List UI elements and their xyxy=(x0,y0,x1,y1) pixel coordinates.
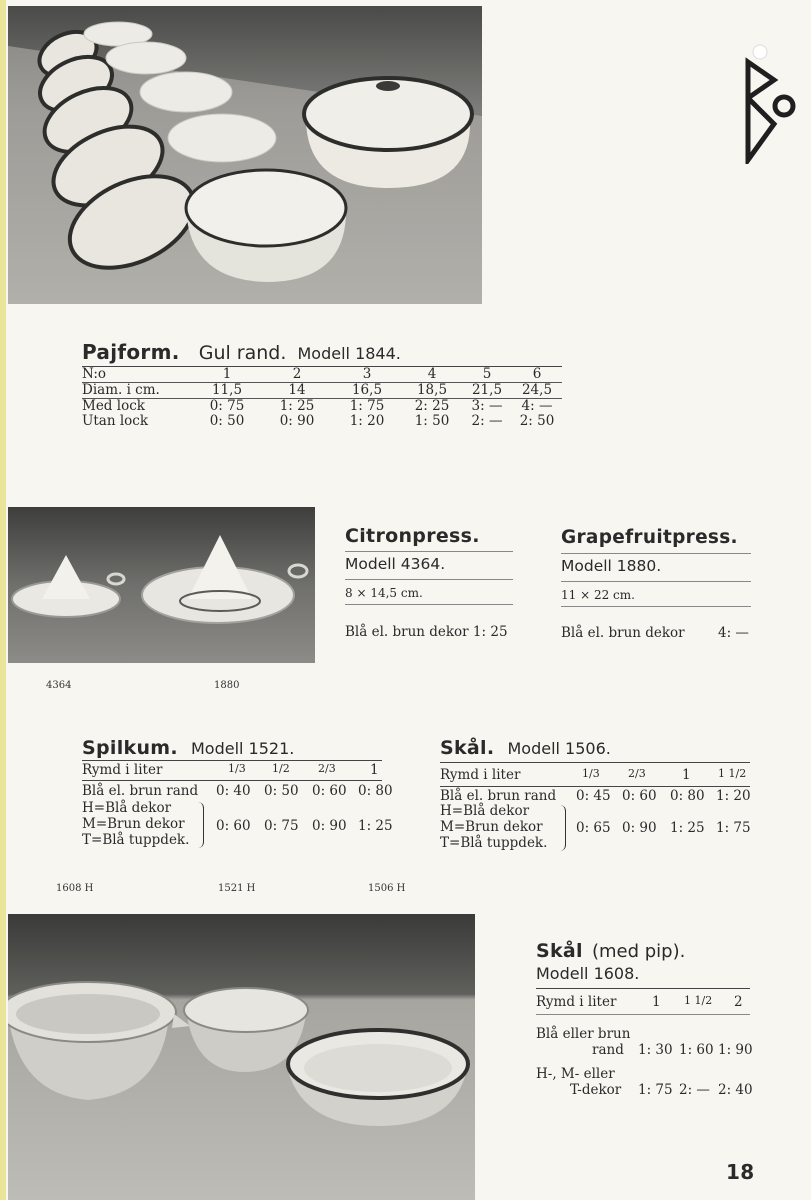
spilkum-row1-v3: 0: 60 xyxy=(312,783,347,799)
grapefruitpress-rule-2 xyxy=(561,581,751,582)
skal-row1-v3: 0: 80 xyxy=(670,788,705,804)
skalpip-row1-label-b: rand xyxy=(592,1042,624,1058)
skalpip-size-1: 1 xyxy=(652,994,661,1010)
skal-row1-v2: 0: 60 xyxy=(622,788,657,804)
cell: 2: 25 xyxy=(414,398,450,414)
caption-1880: 1880 xyxy=(214,680,240,691)
citronpress-rule-3 xyxy=(345,604,513,605)
skal-size-3: 1 xyxy=(682,767,691,783)
spilkum-group-v4: 1: 25 xyxy=(358,818,393,834)
table-row xyxy=(82,399,562,415)
caption-1608: 1608 H xyxy=(56,883,94,894)
logo-icon xyxy=(742,44,802,164)
spilkum-row1-v1: 0: 40 xyxy=(216,783,251,799)
cell: 14 xyxy=(288,382,306,398)
skalpip-header-label: Rymd i liter xyxy=(536,994,617,1010)
bowls-photo xyxy=(8,914,475,1200)
row-label: Med lock xyxy=(82,398,145,414)
skal-brace xyxy=(560,805,566,851)
spilkum-heading xyxy=(82,737,294,759)
pajform-title: Pajform. xyxy=(82,340,180,364)
cell: 21,5 xyxy=(471,382,503,398)
citronpress-model: Modell 4364. xyxy=(345,555,446,573)
spilkum-size-3: 2/3 xyxy=(318,762,336,775)
spilkum-group-v2: 0: 75 xyxy=(264,818,299,834)
spilkum-title: Spilkum. xyxy=(82,737,178,759)
grapefruitpress-size: 11 × 22 cm. xyxy=(561,588,635,602)
cell: 5 xyxy=(482,366,492,382)
skal-group-label-2: M=Brun dekor xyxy=(440,819,543,835)
grapefruitpress-price: 4: — xyxy=(718,625,749,641)
skal-model: Modell 1506. xyxy=(507,739,611,758)
spilkum-group-label-1: H=Blå dekor xyxy=(82,800,172,816)
skalpip-title: Skål xyxy=(536,940,583,962)
skalpip-row2-label-b: T-dekor xyxy=(570,1082,622,1098)
spilkum-model: Modell 1521. xyxy=(190,739,295,758)
spilkum-group-v1: 0: 60 xyxy=(216,818,251,834)
skalpip-row2-v2: 2: — xyxy=(679,1082,710,1098)
cell: 11,5 xyxy=(211,382,243,398)
spilkum-header-label: Rymd i liter xyxy=(82,762,163,778)
skal-group-v2: 0: 90 xyxy=(622,820,657,836)
table-row xyxy=(82,367,562,383)
cell: 2: — xyxy=(471,413,503,429)
skal-size-4: 1 1/2 xyxy=(718,767,747,780)
skalpip-row2-label-a: H-, M- eller xyxy=(536,1066,615,1082)
skal-group-v1: 0: 65 xyxy=(576,820,611,836)
citronpress-price: Blå el. brun dekor 1: 25 xyxy=(345,624,508,640)
spilkum-group-label-3: T=Blå tuppdek. xyxy=(82,832,190,848)
skalpip-rule-1 xyxy=(536,988,750,989)
skal-group-label-3: T=Blå tuppdek. xyxy=(440,835,548,851)
skal-group-v3: 1: 25 xyxy=(670,820,705,836)
cell: 1: 20 xyxy=(349,413,385,429)
skal-row1-v4: 1: 20 xyxy=(716,788,751,804)
grapefruitpress-title: Grapefruitpress. xyxy=(561,527,738,548)
cell: 2: 50 xyxy=(519,413,555,429)
row-label: Diam. i cm. xyxy=(82,382,160,398)
cell: 4: — xyxy=(521,398,553,414)
cell: 3 xyxy=(362,366,372,382)
skal-group-label-1: H=Blå dekor xyxy=(440,803,530,819)
cell: 3: — xyxy=(471,398,503,414)
pie-dishes-photo xyxy=(8,6,482,304)
skalpip-rule-2 xyxy=(536,1014,750,1015)
skal-title: Skål. xyxy=(440,737,495,759)
citronpress-rule-1 xyxy=(345,551,513,552)
cell: 0: 90 xyxy=(279,413,315,429)
skalpip-row2-v1: 1: 75 xyxy=(638,1082,673,1098)
cell: 1: 75 xyxy=(349,398,385,414)
caption-4364: 4364 xyxy=(46,680,72,691)
spilkum-group-label-2: M=Brun dekor xyxy=(82,816,185,832)
grapefruitpress-price-label: Blå el. brun dekor xyxy=(561,625,685,641)
skal-heading xyxy=(440,737,611,759)
row-label: Utan lock xyxy=(82,413,149,429)
spilkum-rule-1 xyxy=(82,760,382,761)
skalpip-heading xyxy=(536,940,685,962)
spilkum-row1-v4: 0: 80 xyxy=(358,783,393,799)
skal-size-1: 1/3 xyxy=(582,767,600,780)
skalpip-subtitle: (med pip). xyxy=(591,941,686,962)
skalpip-row1-label-a: Blå eller brun xyxy=(536,1026,631,1042)
skalpip-row1-v3: 1: 90 xyxy=(718,1042,753,1058)
skal-rule-2 xyxy=(440,786,750,787)
cell: 16,5 xyxy=(351,382,383,398)
page-edge xyxy=(0,0,6,1200)
spilkum-size-1: 1/3 xyxy=(228,762,246,775)
cell: 4 xyxy=(427,366,437,382)
spilkum-brace xyxy=(198,802,204,848)
skalpip-row1-v2: 1: 60 xyxy=(679,1042,714,1058)
page-number: 18 xyxy=(726,1160,755,1184)
grapefruitpress-model: Modell 1880. xyxy=(561,557,662,575)
citronpress-title: Citronpress. xyxy=(345,525,480,547)
skal-header-label: Rymd i liter xyxy=(440,767,521,783)
spilkum-row1-label: Blå el. brun rand xyxy=(82,783,199,799)
spilkum-rule-2 xyxy=(82,780,382,781)
skalpip-size-3: 2 xyxy=(734,994,743,1010)
cell: 2 xyxy=(292,366,302,382)
citronpress-size: 8 × 14,5 cm. xyxy=(345,586,423,600)
cell: 1: 50 xyxy=(414,413,450,429)
juicer-photo xyxy=(8,507,315,663)
skalpip-size-2: 1 1/2 xyxy=(684,994,713,1007)
skalpip-row2-v3: 2: 40 xyxy=(718,1082,753,1098)
caption-1521: 1521 H xyxy=(218,883,256,894)
row-label: N:o xyxy=(82,366,107,382)
skal-row1-v1: 0: 45 xyxy=(576,788,611,804)
pajform-table xyxy=(82,367,562,429)
grapefruitpress-rule-1 xyxy=(561,553,751,554)
skal-group-v4: 1: 75 xyxy=(716,820,751,836)
caption-1506: 1506 H xyxy=(368,883,406,894)
spilkum-group-v3: 0: 90 xyxy=(312,818,347,834)
grapefruitpress-rule-3 xyxy=(561,606,751,607)
cell: 18,5 xyxy=(416,382,448,398)
cell: 0: 50 xyxy=(209,413,245,429)
skalpip-row1-v1: 1: 30 xyxy=(638,1042,673,1058)
pajform-model: Modell 1844. xyxy=(297,344,401,363)
cell: 24,5 xyxy=(521,382,553,398)
cell: 1 xyxy=(222,366,232,382)
cell: 0: 75 xyxy=(209,398,245,414)
skal-rule-1 xyxy=(440,762,750,763)
skal-size-2: 2/3 xyxy=(628,767,646,780)
skalpip-model: Modell 1608. xyxy=(536,964,640,983)
spilkum-size-4: 1 xyxy=(370,762,379,778)
cell: 1: 25 xyxy=(279,398,315,414)
table-row xyxy=(82,414,562,429)
citronpress-rule-2 xyxy=(345,579,513,580)
skal-row1-label: Blå el. brun rand xyxy=(440,788,557,804)
cell: 6 xyxy=(532,366,542,382)
spilkum-size-2: 1/2 xyxy=(272,762,290,775)
pajform-heading xyxy=(82,340,401,364)
pajform-subtitle: Gul rand. xyxy=(198,342,287,364)
table-row xyxy=(82,383,562,399)
spilkum-row1-v2: 0: 50 xyxy=(264,783,299,799)
